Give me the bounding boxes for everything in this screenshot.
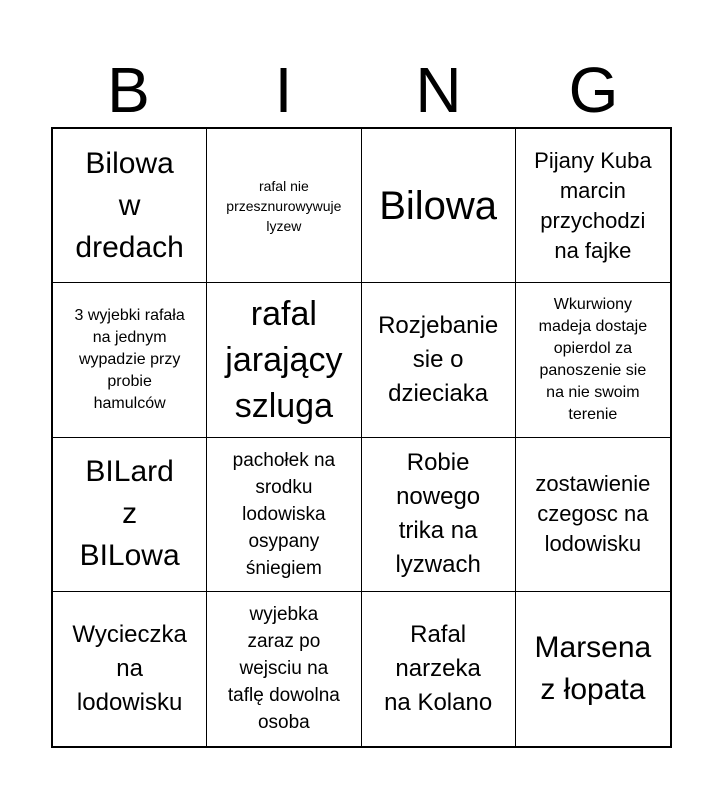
bingo-cell[interactable] — [53, 129, 207, 283]
header-letter-g: G — [568, 54, 619, 126]
bingo-cell[interactable] — [53, 438, 207, 592]
cell-label: rafal jarający szluga — [225, 294, 343, 425]
bingo-cell[interactable] — [516, 129, 670, 283]
bingo-header — [51, 52, 671, 128]
bingo-cell[interactable] — [53, 592, 207, 746]
bingo-cell[interactable] — [362, 283, 516, 437]
cell-label: Bilowa w dredach — [75, 146, 184, 264]
cell-label: 3 wyjebki rafała na jednym wypadzie przy probie hamulców — [74, 306, 185, 412]
cell-label: Pijany Kuba marcin przychodzi na fajke — [534, 147, 652, 263]
bingo-cell[interactable] — [516, 438, 670, 592]
cell-label: Rozjebanie sie o dzieciaka — [378, 311, 499, 407]
header-letter-i: I — [274, 54, 293, 126]
bingo-cell[interactable] — [362, 438, 516, 592]
cell-label: pachołek na srodku lodowiska osypany śniegiem — [232, 449, 336, 579]
cell-label: Bilowa — [379, 183, 498, 228]
cell-label: Robie nowego trika na lyzwach — [395, 449, 481, 579]
cell-label: wyjebka zaraz po wejsciu na taflę dowolna osoba — [227, 604, 340, 734]
bingo-cell[interactable] — [207, 283, 361, 437]
header-letter-b: B — [107, 54, 150, 126]
header-letter-n: N — [415, 54, 462, 126]
cell-label: Rafal narzeka na Kolano — [384, 620, 493, 716]
cell-label: BILard z BILowa — [79, 455, 180, 573]
bingo-cell[interactable] — [362, 129, 516, 283]
cell-label: rafal nie przesznurowywuje lyzew — [226, 177, 342, 234]
bingo-cell[interactable] — [207, 592, 361, 746]
cell-label: Marsena z łopata — [534, 630, 652, 706]
bingo-cell[interactable] — [53, 283, 207, 437]
bingo-cell[interactable] — [362, 592, 516, 746]
bingo-cell[interactable] — [516, 283, 670, 437]
cell-label: Wycieczka na lodowisku — [72, 620, 187, 716]
cell-label: Wkurwiony madeja dostaje opierdol za panoszenie sie na nie swoim terenie — [538, 295, 648, 423]
cell-label: zostawienie czegosc na lodowisku — [535, 471, 651, 557]
bingo-board — [51, 127, 672, 748]
bingo-cell[interactable] — [516, 592, 670, 746]
bingo-cell[interactable] — [207, 438, 361, 592]
bingo-cell[interactable] — [207, 129, 361, 283]
